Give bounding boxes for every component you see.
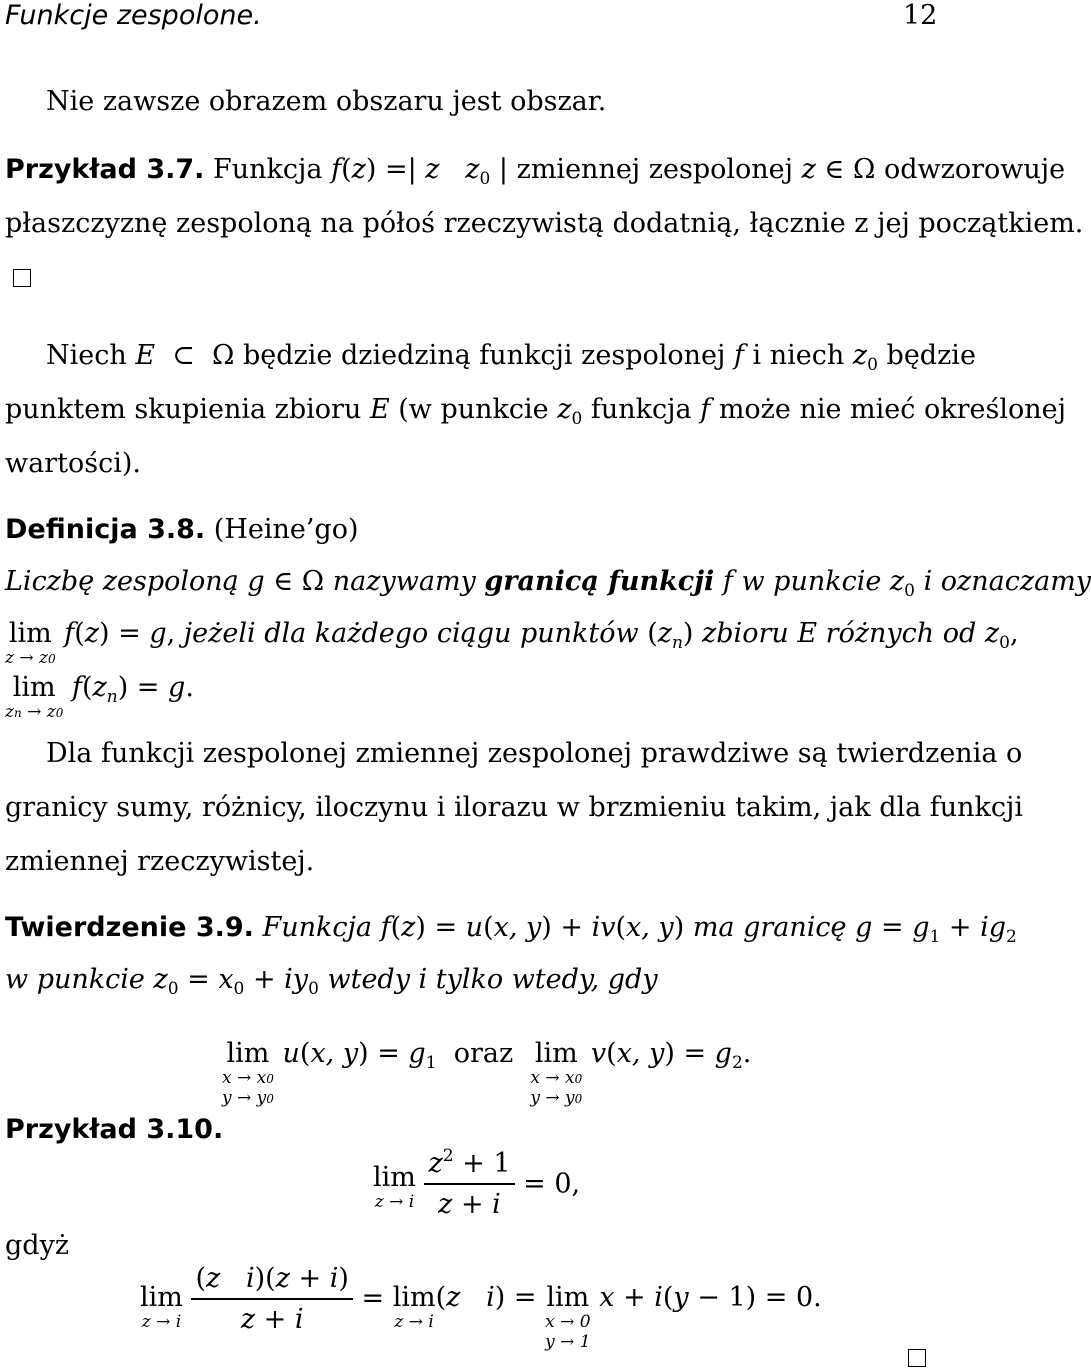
theorem-3-9-line-2: w punkcie $z_0 = x_0 + iy_0$ wtedy i tylko wtedy, gdy xyxy=(5,964,658,999)
example-3-7-line-1: Przykład 3.7. Funkcja f(z) =| z $z_0$ | zmiennej zespolonej z ∈ Ω odwzorowuje xyxy=(5,154,1066,189)
limit-operator: lim zn → z0 xyxy=(5,672,64,722)
example-3-7-line-2: płaszczyznę zespoloną na półoś rzeczywistą dodatnią, łącznie z jej początkiem. xyxy=(5,208,1084,239)
limit-point-line-3: wartości). xyxy=(5,448,141,479)
defined-term: granicą funkcji xyxy=(484,566,715,597)
limit-point-line-1: Niech E ⊂ Ω będzie dziedziną funkcji zespolonej f i niech $z_0$ będzie xyxy=(46,340,976,375)
theorems-line-2: granicy sumy, różnicy, iloczynu i ilorazu w brzmieniu takim, jak dla funkcji xyxy=(5,792,1024,823)
limit-operator: lim x → x0 y → y0 xyxy=(530,1038,583,1108)
theorem-3-9-line-1: Twierdzenie 3.9. Funkcja f(z) = u(x, y) + iv(x, y) ma granicę $g = g_1 + ig_2$ xyxy=(5,912,1017,947)
theorems-line-1: Dla funkcji zespolonej zmiennej zespolonej prawdziwe są twierdzenia o xyxy=(46,738,1023,769)
definition-label: Definicja 3.8. xyxy=(5,514,206,545)
limit-operator: lim x → 0 y → 1 xyxy=(545,1282,591,1352)
fraction: $\frac{z^2 + 1}{z + i}$ xyxy=(424,1150,514,1218)
definition-3-8-line-1: Liczbę zespoloną g ∈ Ω nazywamy granicą funkcji f w punkcie $z_0$ i oznaczamy xyxy=(5,566,1091,601)
example-3-10-formula: lim z → i $\frac{z^2 + 1}{z + i}$ = 0, xyxy=(373,1146,581,1220)
running-header-title: Funkcje zespolone. xyxy=(5,0,262,31)
limit-operator: lim z → i xyxy=(373,1162,416,1212)
example-label: Przykład 3.7. xyxy=(5,154,205,185)
end-of-proof-square xyxy=(908,1345,926,1372)
theorems-line-3: zmiennej rzeczywistej. xyxy=(5,846,315,877)
example-3-10-derivation: lim z → i $\frac{\text{(z i)(z + i)}}{z + i}$ = lim z → i (z i) = lim x → 0 y → 1 x + i(y − 1) = 0. xyxy=(140,1262,822,1352)
limit-point-line-2: punktem skupienia zbioru E (w punkcie $z_0$ funkcja f może nie mieć określonej xyxy=(5,394,1066,429)
theorem-3-9-display-formula: lim x → x0 y → y0 u(x, $y) = g_1$ oraz lim x → x0 y → y0 v(x, $y) = g_2$. xyxy=(222,1038,752,1108)
definition-3-8-line-3: lim zn → z0 $f(z_n) = g$. xyxy=(5,672,194,722)
fraction: $\frac{\text{(z i)(z + i)}}{z + i}$ xyxy=(191,1265,352,1333)
end-of-proof-square xyxy=(13,265,31,292)
because-word: gdyż xyxy=(5,1230,70,1261)
example-3-10-label: Przykład 3.10. xyxy=(5,1114,224,1145)
limit-operator: lim z → z0 xyxy=(5,618,56,668)
definition-3-8-heading: Definicja 3.8. (Heine’go) xyxy=(5,514,359,545)
limit-operator: lim z → i xyxy=(140,1282,183,1332)
page-number: 12 xyxy=(903,0,938,31)
theorem-label: Twierdzenie 3.9. xyxy=(5,912,254,943)
limit-operator: lim z → i xyxy=(392,1282,436,1332)
intro-sentence: Nie zawsze obrazem obszaru jest obszar. xyxy=(46,86,607,117)
limit-operator: lim x → x0 y → y0 xyxy=(222,1038,274,1108)
definition-3-8-line-2: lim z → z0 f(z) = g, jeżeli dla każdego ciągu punktów $(z_n)$ zbioru E różnych od $z_0$, xyxy=(5,618,1019,668)
